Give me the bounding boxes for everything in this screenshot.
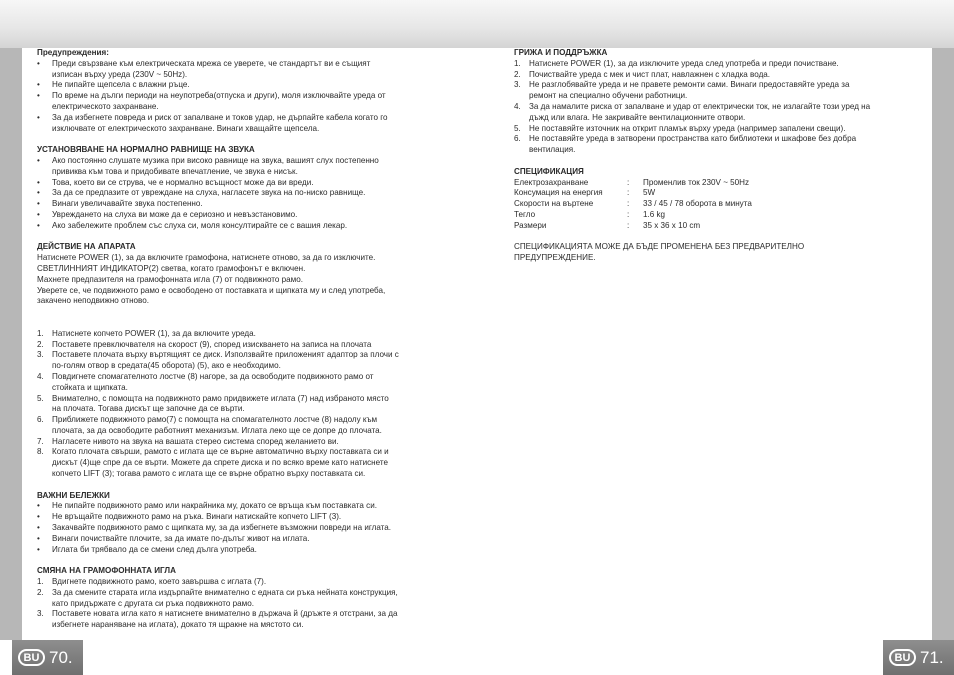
page-number-tab-right bbox=[883, 640, 954, 675]
list-item: • Иглата би трябвало да се смени след дълга употреба. bbox=[37, 544, 257, 554]
list-item: • Не пипайте подвижното рамо или накрайника му, докато се връща към поставката си. bbox=[37, 501, 377, 511]
list-item: • Не връщайте подвижното рамо на ръка. Винаги натискайте копчето LIFT (3). bbox=[37, 512, 342, 522]
spec-row: Размери : 35 x 36 x 10 cm bbox=[514, 220, 701, 230]
list-item: 2. За да смените старата игла издърпайте внимателно с едната си ръка нейната конструкция, като придържате с другата си ръка подвижното рамо. bbox=[37, 587, 398, 608]
list-item: • Винаги почиствайте плочите, за да имате по-дълъг живот на иглата. bbox=[37, 533, 310, 543]
list-item: • Закачвайте подвижното рамо с щипката му, за да избегнете възможни повреди на иглата. bbox=[37, 523, 392, 533]
list-item: • За да се предпазите от увреждане на слуха, нагласете звука на по-ниско равнище. bbox=[37, 188, 366, 198]
list-item: 6. Приближете подвижното рамо(7) с помощта на спомагателното лостче (8) надолу към плочата, за да освободите работният механизъм. Иглата леко ще се допре до плочата. bbox=[37, 415, 382, 435]
list-item: 8. Когато плочата свърши, рамото с иглата ще се върне автоматично върху поставката си и дискът (4)ще спре да се върти. Можете да спрете диска и по всяко време като натиснете копчето LIFT (3); тогава рамото с иглата ще се върне обратно върху поставката си. bbox=[37, 447, 389, 479]
list-item: • За да избегнете повреда и риск от запалване и токов удар, не дърпайте кабела когато го изключвате от електрическото захранване. Винаги хващайте щепсела. bbox=[37, 112, 388, 133]
operation-intro: СВЕТЛИННИЯТ ИНДИКАТОР(2) светва, когато грамофонът е включен. bbox=[37, 263, 306, 273]
notes-list bbox=[37, 501, 444, 555]
page-number-tab-left bbox=[12, 640, 83, 675]
list-item: 3. Поставете плочата върху въртящият се диск. Използвайте приложеният адаптор за плочи с по-голям отвор в средата(45 оборота) (5), ако е необходимо. bbox=[37, 350, 399, 371]
list-item: • Това, което ви се струва, че е нормално всъщност може да ви вреди. bbox=[37, 177, 314, 187]
list-item: 2. Почиствайте уреда с мек и чист плат, навлажнен с хладка вода. bbox=[514, 69, 771, 79]
list-item: 4. Повдигнете спомагателното лостче (8) нагоре, за да освободите подвижното рамо от стойката и щипката. bbox=[37, 371, 374, 392]
operation-heading: ДЕЙСТВИЕ НА АПАРАТА bbox=[37, 242, 136, 252]
header-band bbox=[0, 0, 954, 48]
list-item: • По време на дълги периоди на неупотреба(отпуска и други), моля изключвайте уреда от електрическото захранване. bbox=[37, 91, 386, 111]
needle-steps bbox=[37, 577, 444, 631]
list-item: 1. Натиснете POWER (1), за да изключите уреда след употреба и преди почистване. bbox=[514, 58, 839, 68]
language-badge: BU bbox=[889, 649, 916, 666]
language-badge: BU bbox=[18, 649, 45, 666]
list-item: 3. Поставете новата игла като я натиснете внимателно в държача й (дръжте я отстрани, за да избегнете нараняване на иглата), докато тя щракне на мястото си. bbox=[37, 609, 398, 630]
spec-row: Електрозахранване : Променлив ток 230V ~ 50Hz bbox=[514, 177, 750, 187]
specs-table bbox=[514, 178, 921, 232]
operation-intro: Уверете се, че подвижното рамо е освободено от поставката и щипката му и след употреба, закачено неподвижно отново. bbox=[37, 285, 386, 306]
volume-list bbox=[37, 156, 444, 232]
list-item: 1. Натиснете копчето POWER (1), за да включите уреда. bbox=[37, 328, 256, 338]
warnings-heading: Предупреждения: bbox=[37, 48, 109, 57]
warnings-list bbox=[37, 59, 444, 135]
notes-heading: ВАЖНИ БЕЛЕЖКИ bbox=[37, 490, 110, 500]
spec-row: Скорости на въртене : 33 / 45 / 78 оборота в минута bbox=[514, 199, 752, 209]
operation-intro: Махнете предпазителя на грамофонната игла (7) от подвижното рамо. bbox=[37, 274, 303, 284]
needle-heading: СМЯНА НА ГРАМОФОННАТА ИГЛА bbox=[37, 566, 176, 576]
page-number: 71. bbox=[920, 647, 944, 667]
volume-heading: УСТАНОВЯВАНЕ НА НОРМАЛНО РАВНИЩЕ НА ЗВУКА bbox=[37, 145, 255, 155]
left-page bbox=[37, 48, 444, 631]
operation-intro: Натиснете POWER (1), за да включите грамофона, натиснете отново, за да го изключите. bbox=[37, 253, 376, 263]
right-page bbox=[514, 48, 921, 264]
list-item: 5. Не поставяйте източник на открит пламък върху уреда (например запалени свещи). bbox=[514, 123, 846, 133]
list-item: • Преди свързване към електрическата мрежа се уверете, че стандартът ви е същият изписан върху уреда (230V ~ 50Hz). bbox=[37, 58, 371, 79]
list-item: • Ако забележите проблем със слуха си, моля консултирайте се с вашия лекар. bbox=[37, 220, 348, 230]
list-item: 3. Не разглобявайте уреда и не правете ремонти сами. Винаги предоставяйте уреда за ремонт на специално обучени работници. bbox=[514, 80, 850, 101]
list-item: 1. Вдигнете подвижното рамо, което завършва с иглата (7). bbox=[37, 577, 267, 587]
care-steps bbox=[514, 59, 921, 156]
operation-steps bbox=[37, 329, 444, 480]
list-item: 2. Поставете превключвателя на скорост (9), според изискването на записа на плочата bbox=[37, 339, 372, 349]
left-edge-strip bbox=[0, 48, 22, 640]
list-item: 4. За да намалите риска от запалване и удар от електрически ток, не излагайте този уред на дъжд или влага. Не закривайте вентилационните отвори. bbox=[514, 101, 871, 122]
list-item: 5. Внимателно, с помощта на подвижното рамо придвижете иглата (7) над избраното място на плочата. Тогава дискът ще започне да се върти. bbox=[37, 393, 389, 414]
specs-notice: СПЕЦИФИКАЦИЯТА МОЖЕ ДА БЪДЕ ПРОМЕНЕНА БЕЗ ПРЕДВАРИТЕЛНО ПРЕДУПРЕЖДЕНИЕ. bbox=[514, 242, 805, 263]
list-item: 6. Не поставяйте уреда в затворени пространства като библиотеки и шкафове без добра вентилация. bbox=[514, 134, 857, 155]
specs-heading: СПЕЦИФИКАЦИЯ bbox=[514, 166, 584, 176]
page-number: 70. bbox=[49, 647, 73, 667]
spec-row: Консумация на енергия : 5W bbox=[514, 188, 656, 198]
list-item: • Ако постоянно слушате музика при високо равнище на звука, вашият слух постепенно привиква към това и придобивате впечатление, че звука е нисък. bbox=[37, 155, 379, 176]
right-edge-strip bbox=[932, 48, 954, 640]
list-item: • Не пипайте щепсела с влажни ръце. bbox=[37, 80, 190, 90]
list-item: • Увреждането на слуха ви може да е сериозно и невъзстановимо. bbox=[37, 209, 298, 219]
spec-row: Тегло : 1.6 kg bbox=[514, 209, 666, 219]
list-item: 7. Нагласете нивото на звука на вашата стерео система според желанието ви. bbox=[37, 436, 339, 446]
list-item: • Винаги увеличавайте звука постепенно. bbox=[37, 199, 203, 209]
care-heading: ГРИЖА И ПОДДРЪЖКА bbox=[514, 48, 608, 57]
